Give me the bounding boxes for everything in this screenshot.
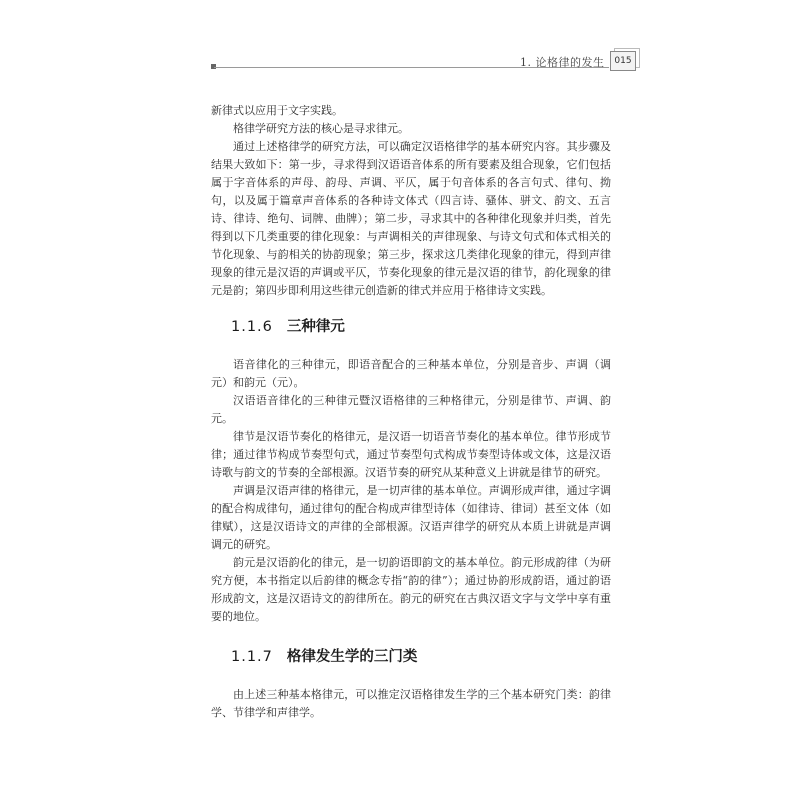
section-heading-1-1-7 [211,645,611,666]
paragraph: 韵元是汉语韵化的律元，是一切韵语即韵文的基本单位。韵元形成韵律（为研究方便，本书指定以后韵律的概念专指“韵的律”）；通过协韵形成韵语，通过韵语形成韵文，这是汉语诗文的韵律所在。韵元的研究在古典汉语文字与文学中享有重要的地位。 [211,556,611,623]
paragraph: 由上述三种基本格律元，可以推定汉语格律发生学的三个基本研究门类：韵律学、节律学和声律学。 [211,688,611,719]
running-header-chapter: 1. 论格律的发生 [520,56,605,69]
paragraph: 通过上述格律学的研究方法，可以确定汉语格律学的基本研究内容。其步骤及结果大致如下：第一步，寻求得到汉语语音体系的所有要素及组合现象，它们包括属于字音体系的声母、韵母、声调、平仄，属于句音体系的各言句式、律句、拗句，以及属于篇章声音体系的各种诗文体式（四言诗、骚体、骈文、韵文、五言诗、律诗、绝句、词牌、曲牌）；第二步，寻求其中的各种律化现象并归类，首先得到以下几类重要的律化现象：与声调相关的声律现象、与诗文句式和体式相关的节化现象、与韵相关的协韵现象；第三步，探求这几类律化现象的律元，得到声律现象的律元是汉语的声调或平仄，节奏化现象的律元是汉语的律节，韵化现象的律元是韵；第四步即利用这些律元创造新的律式并应用于格律诗文实践。 [211,140,611,297]
paragraph: 语音律化的三种律元，即语音配合的三种基本单位，分别是音步、声调（调元）和韵元（元）。 [211,358,611,389]
paragraph: 声调是汉语声律的格律元，是一切声律的基本单位。声调形成声律，通过字调的配合构成律句，通过律句的配合构成声律型诗体（如律诗、律词）甚至文体（如律赋），这是汉语诗文的声律的全部根源。汉语声律学的研究从本质上讲就是声调调元的研究。 [211,484,611,551]
page-number: 015 [610,51,636,71]
section-heading-1-1-6 [211,315,611,336]
paragraph: 律节是汉语节奏化的格律元，是汉语一切语音节奏化的基本单位。律节形成节律；通过律节构成节奏型句式，通过节奏型句式构成节奏型诗体或文体，这是汉语诗歌与韵文的节奏的全部根源。汉语节奏的研究从某种意义上讲就是律节的研究。 [211,430,611,479]
paragraph: 新律式以应用于文字实践。 [211,104,343,117]
section-title: 格律发生学的三门类 [286,648,418,665]
section-number: 1.1.6 [231,319,273,335]
paragraph: 格律学研究方法的核心是寻求律元。 [233,122,409,135]
page-body [211,102,611,722]
section-title: 三种律元 [286,318,345,335]
paragraph: 汉语语音律化的三种律元暨汉语格律的三种格律元，分别是律节、声调、韵元。 [211,394,611,425]
section-number: 1.1.7 [231,649,273,665]
